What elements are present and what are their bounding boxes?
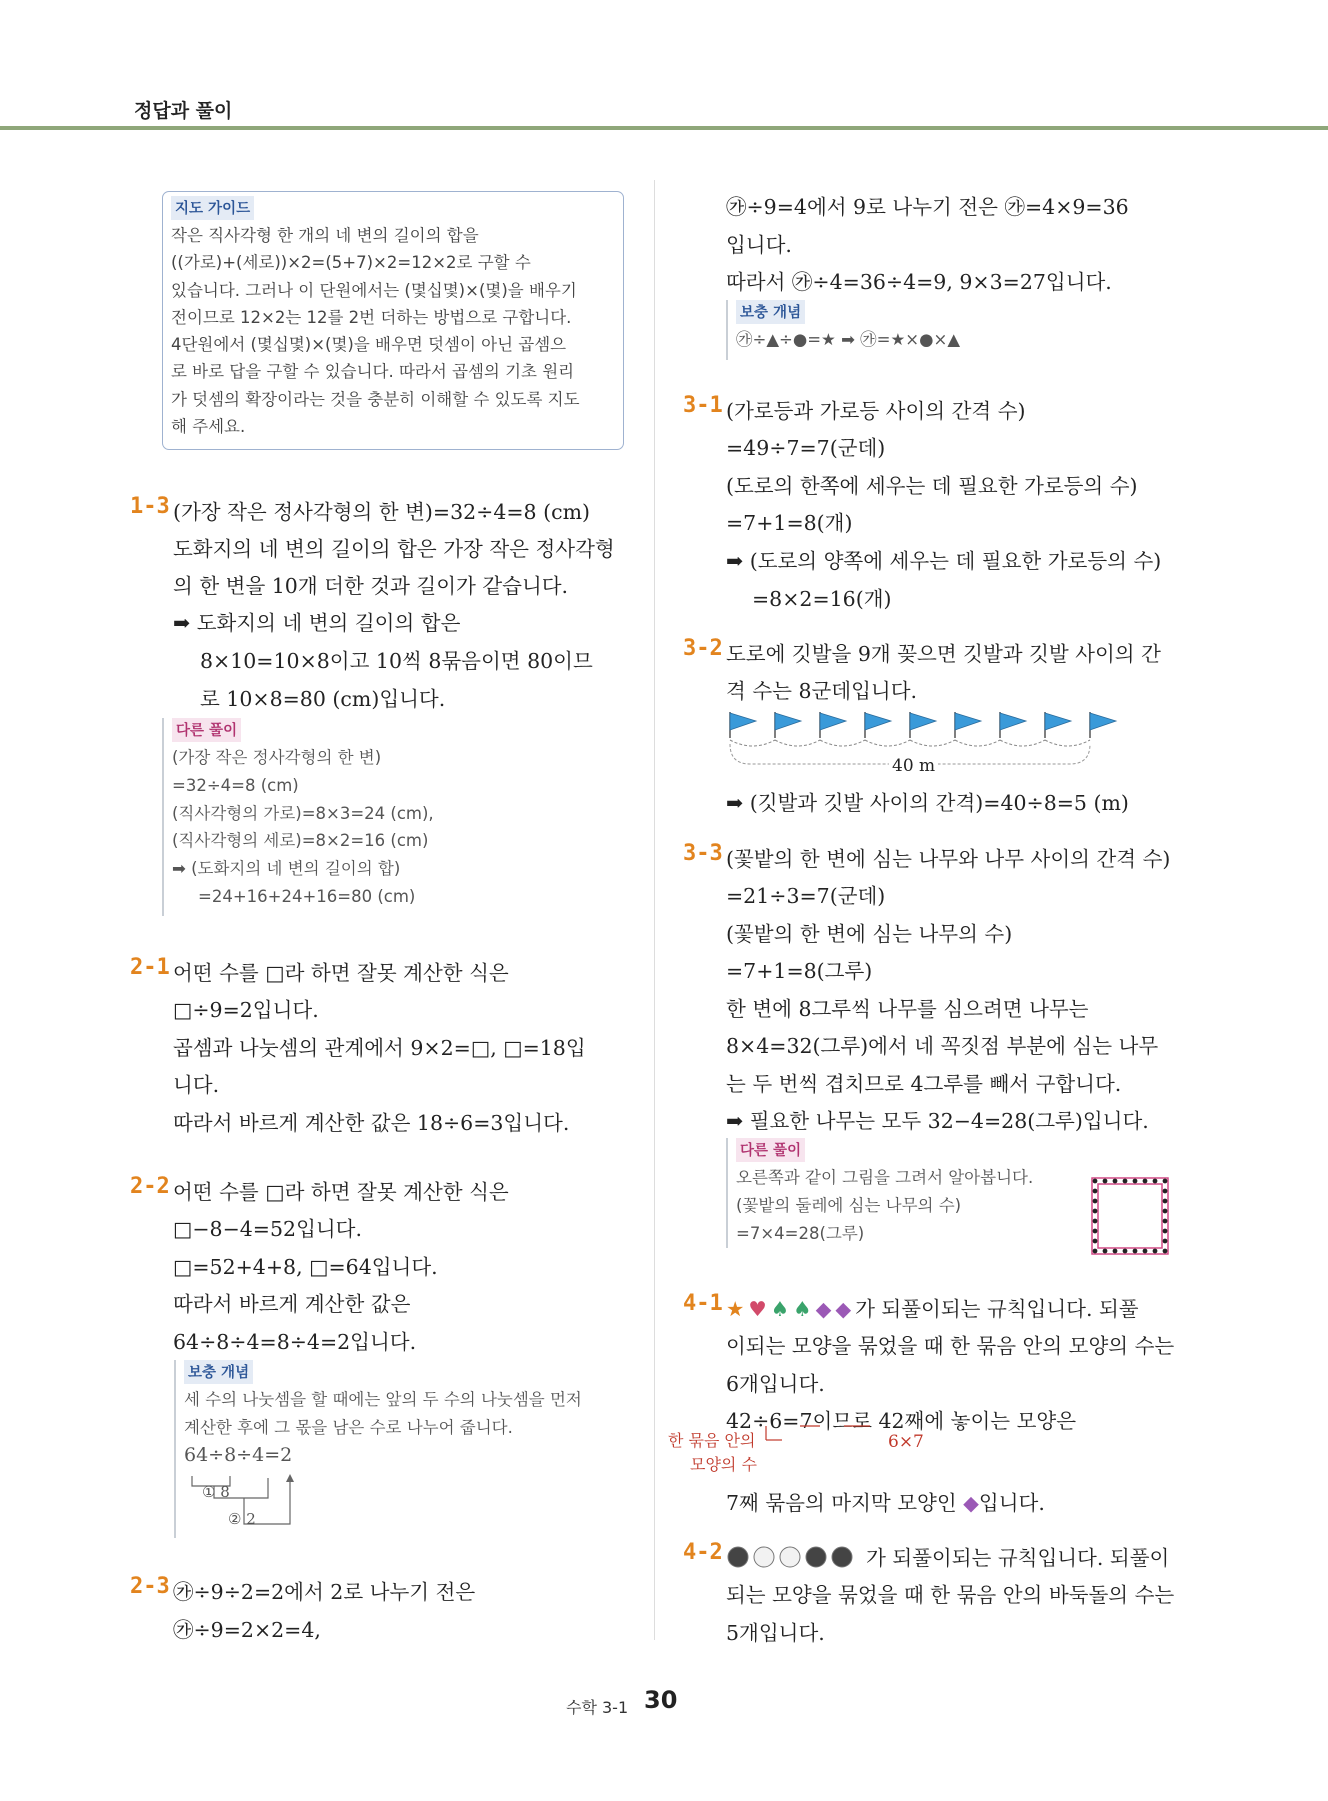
tree-dot [1093, 1249, 1098, 1254]
supplement-box [726, 300, 1086, 360]
solution-line: 는 두 번씩 겹치므로 4그루를 빼서 구합니다. [726, 1072, 1122, 1096]
black-stone-icon [806, 1547, 826, 1567]
guide-line: 작은 직사각형 한 개의 네 변의 길이의 합을 [171, 226, 479, 245]
guide-box [162, 191, 624, 450]
solution-line: =7+1=8(개) [726, 511, 853, 535]
problem-number: 3-2 [683, 636, 723, 661]
guide-tag: 지도 가이드 [171, 196, 254, 220]
alt-line: =7×4=28(그루) [736, 1223, 865, 1243]
problem-number: 2-2 [130, 1174, 170, 1199]
spade-icon: ♠ [793, 1297, 812, 1321]
alt-line: (직사각형의 세로)=8×2=16 (cm) [172, 831, 429, 851]
solution-line: 8×4=32(그루)에서 네 꼭짓점 부분에 심는 나무 [726, 1034, 1159, 1058]
solution-line: =8×2=16(개) [752, 587, 892, 611]
supplement-box [174, 1360, 634, 1538]
tree-dot [1133, 1249, 1138, 1254]
guide-line: ((가로)+(세로))×2=(5+7)×2=12×2로 구할 수 [171, 253, 531, 273]
interval-arc [955, 740, 1000, 746]
alt-line: ➡ (도화지의 네 변의 길이의 합) [172, 859, 401, 879]
solution-line: ㉮÷9=2×2=4, [173, 1618, 321, 1642]
go-stones-pattern [726, 1546, 866, 1568]
tree-dot [1093, 1179, 1098, 1184]
solution-line: (꽃밭의 한 변에 심는 나무의 수) [726, 922, 1013, 946]
supplement-line: 계산한 후에 그 몫을 남은 수로 나누어 줍니다. [184, 1417, 513, 1437]
distance-label: 40 m [889, 756, 938, 776]
annotation-group-size: 한 묶음 안의 [668, 1431, 756, 1450]
solution-line: □÷9=2입니다. [173, 998, 319, 1022]
solution-line: 42÷6=7이므로 42째에 놓이는 모양은 [726, 1409, 1076, 1433]
guide-line: 해 주세요. [171, 417, 246, 437]
page-number: 30 [644, 1686, 678, 1714]
tree-dot [1143, 1249, 1148, 1254]
annotation-arrows [760, 1424, 900, 1454]
solution-line-text: 가 되풀이되는 규칙입니다. 되풀이 [866, 1546, 1170, 1570]
tree-dot [1163, 1199, 1168, 1204]
star-icon: ★ [726, 1297, 745, 1321]
white-stone-icon [754, 1547, 774, 1567]
step-one-label: ① 8 [202, 1483, 230, 1501]
solution-line: 로 10×8=80 (cm)입니다. [200, 687, 446, 711]
guide-line: 4단원에서 (몇십몇)×(몇)을 배우면 덧셈이 아닌 곱셈으 [171, 335, 567, 355]
solution-line: =49÷7=7(군데) [726, 436, 886, 460]
flag-icon [820, 713, 846, 730]
tree-dot [1143, 1179, 1148, 1184]
alt-line: (직사각형의 가로)=8×3=24 (cm), [172, 803, 434, 823]
tree-dot [1113, 1249, 1118, 1254]
interval-arc [775, 740, 820, 746]
solution-line: □−8−4=52입니다. [173, 1217, 362, 1241]
tree-dot [1163, 1179, 1168, 1184]
solution-line: ➡ 도화지의 네 변의 길이의 합은 [173, 611, 461, 635]
solution-line-text: 7째 묶음의 마지막 모양인 [726, 1491, 964, 1515]
heart-icon: ♥ [748, 1297, 767, 1321]
solution-line: =21÷3=7(군데) [726, 884, 886, 908]
flag-icon [865, 713, 891, 730]
tree-dot [1093, 1219, 1098, 1224]
solution-line: (가장 작은 정사각형의 한 변)=32÷4=8 (cm) [173, 500, 591, 524]
solution-line: 한 변에 8그루씩 나무를 심으려면 나무는 [726, 997, 1089, 1021]
guide-line: 전이므로 12×2는 12를 2번 더하는 방법으로 구합니다. [171, 307, 572, 327]
solution-line [726, 1486, 1045, 1516]
alt-solution-tag: 다른 풀이 [736, 1138, 805, 1162]
tree-dot [1163, 1209, 1168, 1214]
flag-icon [1000, 713, 1026, 730]
interval-arc [820, 740, 865, 746]
problem-number: 4-2 [683, 1540, 723, 1565]
guide-line: 있습니다. 그러나 이 단원에서는 (몇십몇)×(몇)을 배우기 [171, 280, 577, 300]
footer-subject: 수학 3-1 [566, 1698, 629, 1717]
solution-line: 어떤 수를 □라 하면 잘못 계산한 식은 [173, 1180, 509, 1204]
solution-line [726, 1541, 1169, 1571]
flag-icon [955, 713, 981, 730]
problem-number: 3-1 [683, 393, 723, 418]
solution-result: ➡ (깃발과 깃발 사이의 간격)=40÷8=5 (m) [726, 791, 1129, 815]
alt-line: (꽃밭의 둘레에 심는 나무의 수) [736, 1195, 962, 1215]
solution-line: 니다. [173, 1073, 220, 1097]
solution-line: ㉮÷9÷2=2에서 2로 나누기 전은 [173, 1580, 476, 1604]
flag-icon [775, 713, 801, 730]
solution-line: ㉮÷9=4에서 9로 나누기 전은 ㉮=4×9=36 [726, 195, 1129, 219]
interval-arc [730, 740, 775, 746]
annotation-group-size-2: 모양의 수 [690, 1455, 757, 1474]
solution-line: (꽃밭의 한 변에 심는 나무와 나무 사이의 간격 수) [726, 847, 1171, 871]
solution-line: □=52+4+8, □=64입니다. [173, 1255, 438, 1279]
tree-dot [1093, 1189, 1098, 1194]
garden-tree-diagram [1084, 1170, 1176, 1262]
tree-dot [1123, 1179, 1128, 1184]
problem-number: 4-1 [683, 1291, 723, 1316]
tree-dot [1163, 1229, 1168, 1234]
problem-number: 3-3 [683, 841, 723, 866]
solution-line: 곱셈과 나눗셈의 관계에서 9×2=□, □=18입 [173, 1036, 586, 1060]
solution-line: (가로등과 가로등 사이의 간격 수) [726, 399, 1026, 423]
tree-dot [1163, 1249, 1168, 1254]
alt-line: 오른쪽과 같이 그림을 그려서 알아봅니다. [736, 1168, 1034, 1187]
flag-icon [1090, 713, 1116, 730]
tree-dot [1093, 1209, 1098, 1214]
guide-line: 로 바로 답을 구할 수 있습니다. 따라서 곱셈의 기초 원리 [171, 362, 575, 382]
guide-line: 가 덧셈의 확장이라는 것을 충분히 이해할 수 있도록 지도 [171, 389, 580, 409]
solution-line: 8×10=10×8이고 10씩 8묶음이면 80이므 [200, 649, 593, 673]
problem-number: 2-3 [130, 1574, 170, 1599]
supplement-expression: 64÷8÷4=2 [184, 1443, 293, 1466]
interval-arc [910, 740, 955, 746]
solution-line: ➡ 필요한 나무는 모두 32−4=28(그루)입니다. [726, 1109, 1149, 1133]
tree-dot [1093, 1199, 1098, 1204]
page-header-title: 정답과 풀이 [134, 100, 233, 122]
solution-line: 이되는 모양을 묶었을 때 한 묶음 안의 모양의 수는 [726, 1334, 1175, 1358]
solution-line: (도로의 한쪽에 세우는 데 필요한 가로등의 수) [726, 474, 1138, 498]
annotation-product: 6×7 [888, 1432, 924, 1452]
tree-dot [1123, 1249, 1128, 1254]
alt-solution-tag: 다른 풀이 [172, 718, 241, 742]
solution-line: 격 수는 8군데입니다. [726, 679, 918, 703]
solution-line: 따라서 바르게 계산한 값은 18÷6=3입니다. [173, 1111, 570, 1135]
solution-line: 6개입니다. [726, 1372, 825, 1396]
flag-icon [910, 713, 936, 730]
black-stone-icon [832, 1547, 852, 1567]
solution-line: 도로에 깃발을 9개 꽂으면 깃발과 깃발 사이의 간 [726, 642, 1161, 666]
tree-dot [1093, 1229, 1098, 1234]
flag-icon [1045, 713, 1071, 730]
tree-dot [1113, 1179, 1118, 1184]
flag-icon [730, 713, 756, 730]
tree-dot [1093, 1239, 1098, 1244]
supplement-expression: ㉮÷▲÷●=★ ➡ ㉮=★×●×▲ [736, 330, 961, 349]
tree-dot [1163, 1219, 1168, 1224]
problem-number: 2-1 [130, 955, 170, 980]
interval-arc [865, 740, 910, 746]
solution-line: 64÷8÷4=8÷4=2입니다. [173, 1330, 417, 1354]
interval-arc [1000, 740, 1045, 746]
supplement-tag: 보충 개념 [184, 1360, 253, 1384]
supplement-line: 세 수의 나눗셈을 할 때에는 앞의 두 수의 나눗셈을 먼저 [184, 1390, 582, 1409]
tree-dot [1133, 1179, 1138, 1184]
alt-line: =32÷4=8 (cm) [172, 775, 299, 795]
solution-line: 따라서 ㉮÷4=36÷4=9, 9×3=27입니다. [726, 270, 1112, 294]
tree-dot [1103, 1179, 1108, 1184]
solution-line-text: 가 되풀이되는 규칙입니다. 되풀 [855, 1297, 1139, 1321]
guide-text [171, 222, 615, 440]
black-stone-icon [728, 1547, 748, 1567]
solution-line: 의 한 변을 10개 더한 것과 길이가 같습니다. [173, 574, 569, 598]
header-rule [0, 126, 1328, 130]
spade-icon: ♠ [770, 1297, 790, 1321]
problem-number: 1-3 [130, 494, 170, 519]
solution-line: 5개입니다. [726, 1621, 825, 1645]
alt-line: (가장 작은 정사각형의 한 변) [172, 748, 382, 767]
solution-line: =7+1=8(그루) [726, 959, 873, 983]
step-two-label: ② 2 [228, 1510, 256, 1528]
diamond-icon: ◆ [835, 1297, 852, 1321]
solution-line [726, 1292, 1139, 1322]
solution-line-text: 입니다. [978, 1491, 1045, 1515]
diamond-icon: ◆ [815, 1297, 832, 1321]
tree-dot [1163, 1239, 1168, 1244]
tree-dot [1163, 1189, 1168, 1194]
white-stone-icon [780, 1547, 800, 1567]
column-divider [654, 180, 655, 1640]
pattern-symbols [726, 1297, 855, 1321]
solution-line: ➡ (도로의 양쪽에 세우는 데 필요한 가로등의 수) [726, 549, 1162, 573]
solution-line: 도화지의 네 변의 길이의 합은 가장 작은 정사각형 [173, 537, 615, 561]
alt-solution-box [162, 718, 622, 916]
diamond-icon: ◆ [963, 1491, 979, 1515]
alt-line: =24+16+24+16=80 (cm) [198, 886, 416, 906]
tree-dot [1153, 1179, 1158, 1184]
supplement-tag: 보충 개념 [736, 300, 805, 324]
solution-line: 따라서 바르게 계산한 값은 [173, 1292, 411, 1316]
tree-dot [1153, 1249, 1158, 1254]
solution-line: 입니다. [726, 233, 792, 257]
alt-solution-box [726, 1138, 1086, 1248]
interval-arc [1045, 740, 1090, 746]
solution-line: 어떤 수를 □라 하면 잘못 계산한 식은 [173, 961, 509, 985]
tree-dot [1103, 1249, 1108, 1254]
solution-line: 되는 모양을 묶었을 때 한 묶음 안의 바둑돌의 수는 [726, 1583, 1175, 1607]
